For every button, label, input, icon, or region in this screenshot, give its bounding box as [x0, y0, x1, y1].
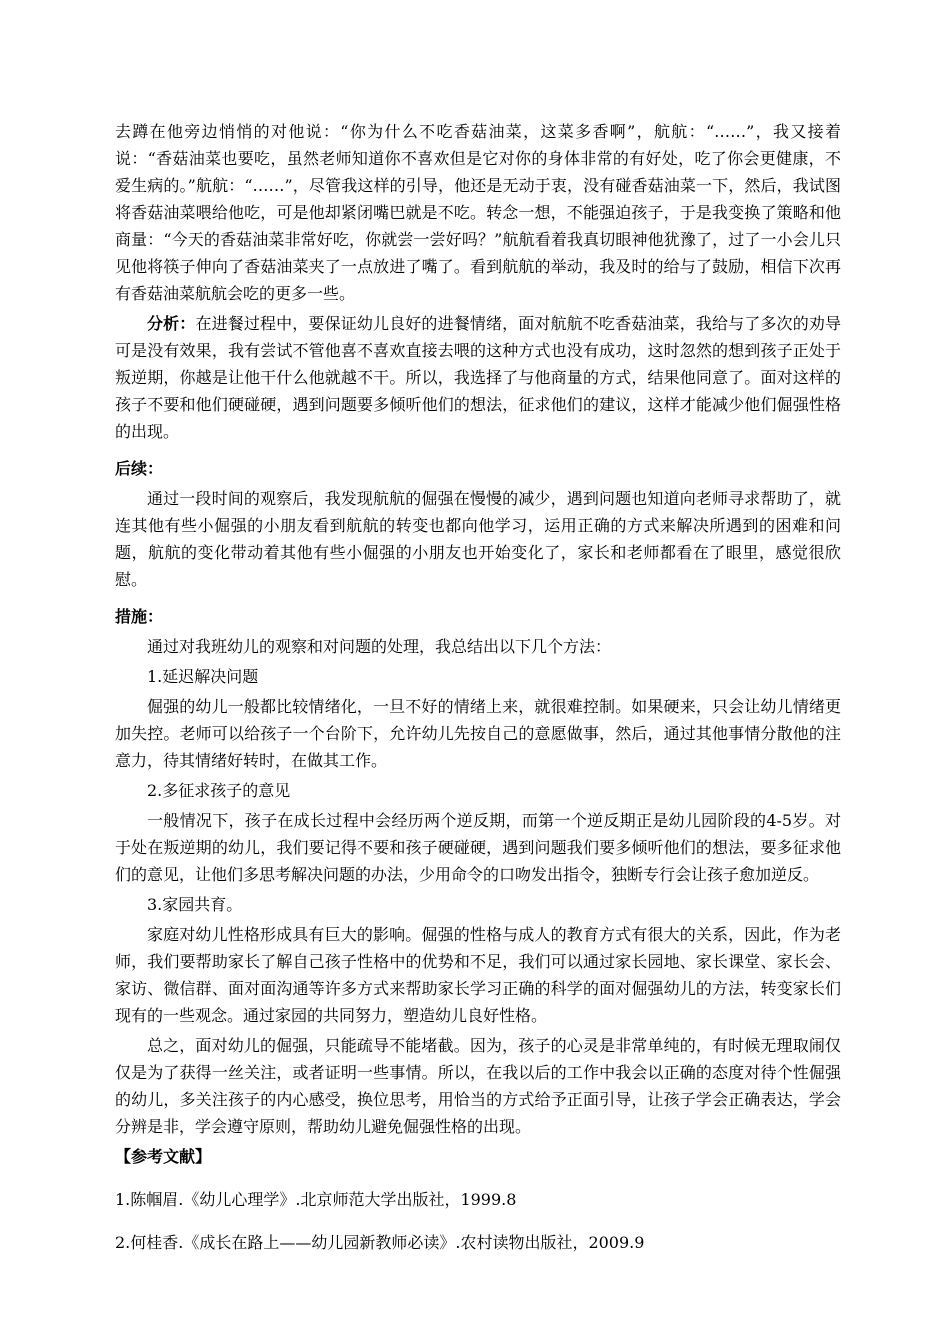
measure-2-title: 2.多征求孩子的意见 [147, 781, 291, 800]
measure-3-text: 家庭对幼儿性格形成具有巨大的影响。倔强的性格与成人的教育方式有很大的关系，因此，作为老师，我们要帮助家长了解自己孩子性格中的优势和不足，我们可以通过家长园地、家长课堂、家长会、家访、微信群、面对面沟通等许多方式来帮助家长学习正确的科学的面对倔强幼儿的方法，转变家长们现有的一些观念。通过家园的共同努力，塑造幼儿良好性格。 [115, 925, 841, 1025]
conclusion-paragraph: 总之，面对幼儿的倔强，只能疏导不能堵截。因为，孩子的心灵是非常单纯的，有时候无理取闹仅仅是为了获得一丝关注，或者证明一些事情。所以，在我以后的工作中我会以正确的态度对待个性倔强的幼儿，多关注孩子的内心感受，换位思考，用恰当的方式给予正面引导，让孩子学会正确表达，学会分辨是非，学会遵守原则，帮助幼儿避免倔强性格的出现。 [115, 1036, 841, 1136]
measures-intro: 通过对我班幼儿的观察和对问题的处理，我总结出以下几个方法： [147, 637, 612, 656]
analysis-label: 分析： [147, 314, 196, 333]
measure-2-text: 一般情况下，孩子在成长过程中会经历两个逆反期，而第一个逆反期正是幼儿园阶段的4-5岁。对于处在叛逆期的幼儿，我们要记得不要和孩子硬碰硬，遇到问题我们要多倾听他们的想法，要多征求他们的意见，让他们多思考解决问题的办法，少用命令的口吻发出指令，独断专行会让孩子愈加逆反。 [115, 811, 841, 884]
analysis-paragraph [115, 310, 841, 445]
followup-paragraph: 通过一段时间的观察后，我发现航航的倔强在慢慢的减少，遇到问题也知道向老师寻求帮助了，就连其他有些小倔强的小朋友看到航航的转变也都向他学习，运用正确的方式来解决所遇到的困难和问题，航航的变化带动着其他有些小倔强的小朋友也开始变化了，家长和老师都看在了眼里，感觉很欣慰。 [115, 489, 841, 589]
reference-1: 1.陈帼眉.《幼儿心理学》.北京师范大学出版社，1999.8 [115, 1190, 517, 1209]
document-page [115, 118, 841, 1256]
measure-3-title: 3.家园共育。 [147, 895, 243, 914]
intro-paragraph: 去蹲在他旁边悄悄的对他说：“你为什么不吃香菇油菜，这菜多香啊”，航航：“……”，我又接着说：“香菇油菜也要吃，虽然老师知道你不喜欢但是它对你的身体非常的有好处，吃了你会更健康，不爱生病的。”航航：“……”，尽管我这样的引导，他还是无动于衷，没有碰香菇油菜一下，然后，我试图将香菇油菜喂给他吃，可是他却紧闭嘴巴就是不吃。转念一想，不能强迫孩子，于是我变换了策略和他商量：“今天的香菇油菜非常好吃，你就尝一尝好吗？”航航看着我真切眼神他犹豫了，过了一小会儿只见他将筷子伸向了香菇油菜夹了一点放进了嘴了。看到航航的举动，我及时的给与了鼓励，相信下次再有香菇油菜航航会吃的更多一些。 [115, 122, 841, 303]
measure-1-text: 倔强的幼儿一般都比较情绪化，一旦不好的情绪上来，就很难控制。如果硬来，只会让幼儿情绪更加失控。老师可以给孩子一个台阶下，允许幼儿先按自己的意愿做事，然后，通过其他事情分散他的注意力，待其情绪好转时，在做其工作。 [115, 697, 841, 770]
reference-2: 2.何桂香.《成长在路上——幼儿园新教师必读》.农村读物出版社，2009.9 [115, 1233, 645, 1252]
measures-heading: 措施： [115, 607, 164, 626]
followup-heading: 后续： [115, 459, 164, 478]
analysis-text: 在进餐过程中，要保证幼儿良好的进餐情绪，面对航航不吃香菇油菜，我给与了多次的劝导可是没有效果，我有尝试不管他喜不喜欢直接去喂的这种方式也没有成功，这时忽然的想到孩子正处于叛逆期，你越是让他干什么他就越不干。所以，我选择了与他商量的方式，结果他同意了。面对这样的孩子不要和他们硬碰硬，遇到问题要多倾听他们的想法，征求他们的建议，这样才能减少他们倔强性格的出现。 [115, 314, 841, 441]
references-heading: 【参考文献】 [115, 1147, 212, 1166]
measure-1-title: 1.延迟解决问题 [147, 667, 259, 686]
